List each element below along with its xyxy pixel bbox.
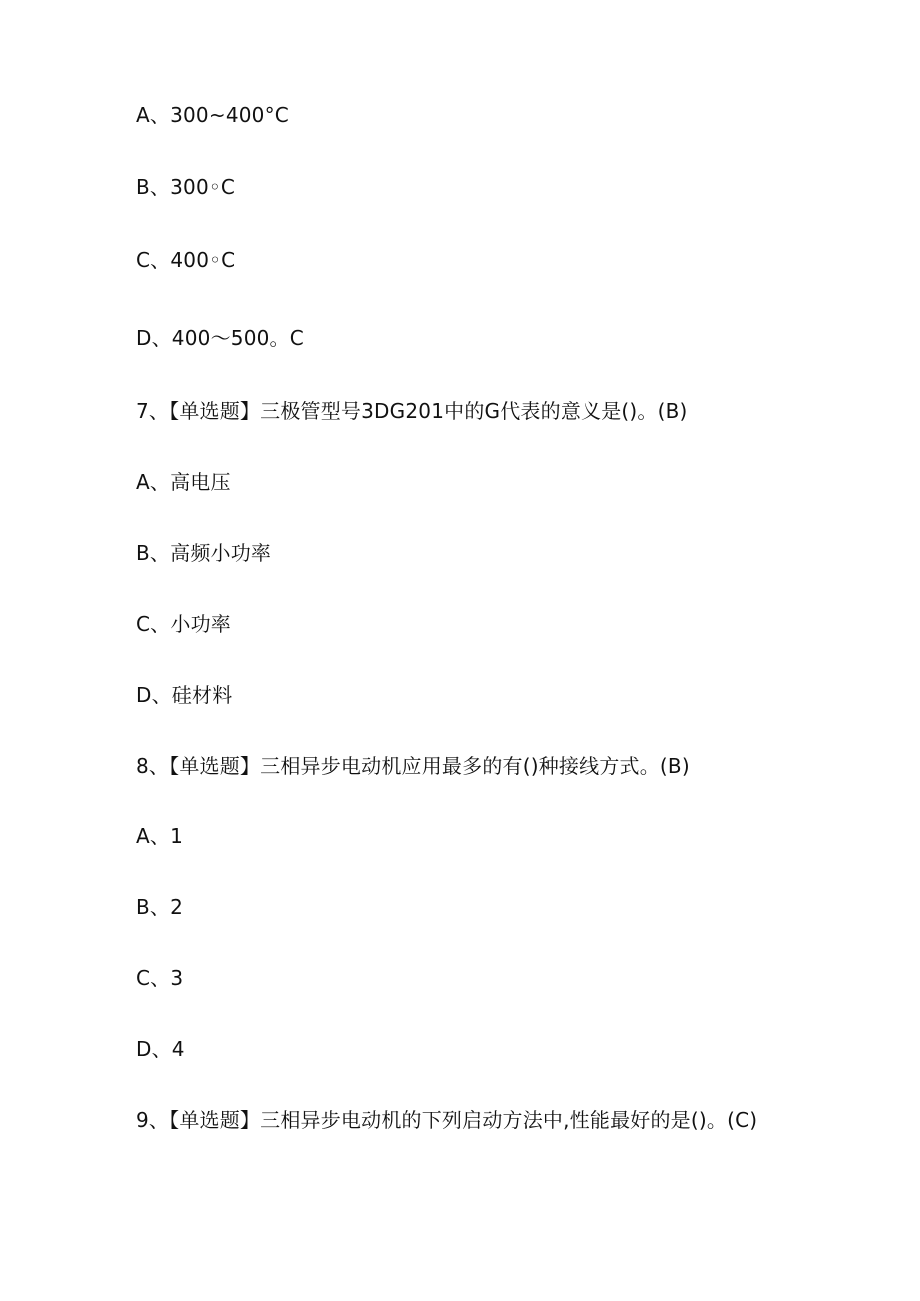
question-7: 7、【单选题】三极管型号3DG201中的G代表的意义是()。(B) [136, 399, 688, 423]
question-8-option-c: C、3 [136, 966, 184, 990]
question-8-option-a: A、1 [136, 824, 184, 848]
question-7-option-d: D、硅材料 [136, 683, 233, 707]
question-7-option-a: A、高电压 [136, 470, 231, 494]
question-9: 9、【单选题】三相异步电动机的下列启动方法中,性能最好的是()。(C) [136, 1108, 758, 1132]
question-7-option-c: C、小功率 [136, 612, 231, 636]
question-7-option-b: B、高频小功率 [136, 541, 272, 565]
option-b-temperature: B、300◦C [136, 175, 236, 199]
question-8: 8、【单选题】三相异步电动机应用最多的有()种接线方式。(B) [136, 754, 690, 778]
option-c-temperature: C、400◦C [136, 248, 236, 272]
option-a-temperature: A、300~400°C [136, 103, 289, 127]
option-d-temperature: D、400～500。C [136, 326, 304, 350]
question-8-option-b: B、2 [136, 895, 184, 919]
question-8-option-d: D、4 [136, 1037, 185, 1061]
